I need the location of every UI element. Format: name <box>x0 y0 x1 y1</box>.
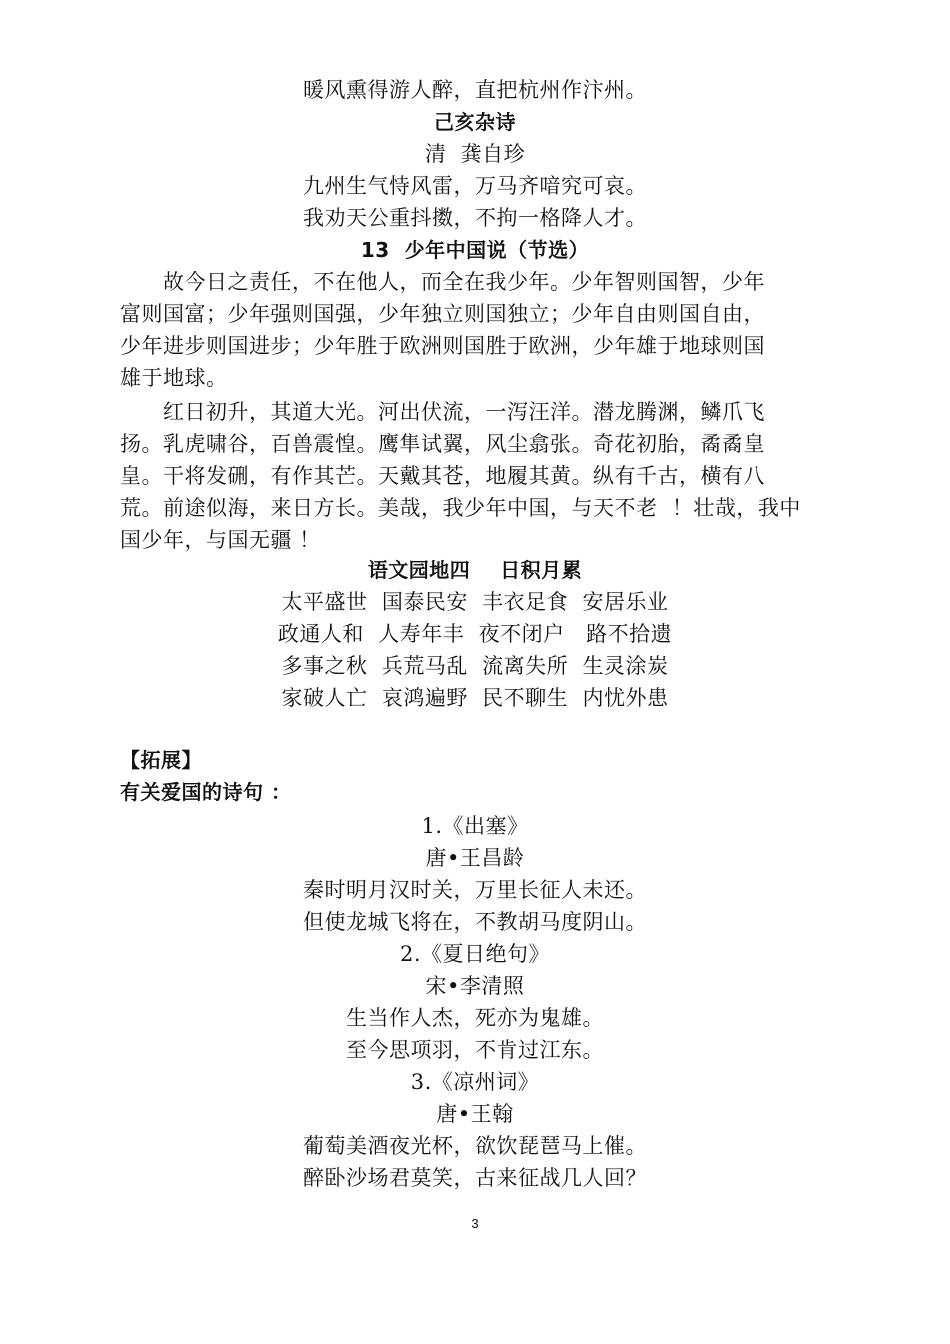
paragraph-line: 红日初升，其道大光。河出伏流，一泻汪洋。潜龙腾渊，鳞爪飞 <box>120 400 765 424</box>
paragraph-line: 扬。乳虎啸谷，百兽震惶。鹰隼试翼，风尘翕张。奇花初胎，矞矞皇 <box>120 432 765 456</box>
paragraph-line: 皇。干将发硎，有作其芒。天戴其苍，地履其黄。纵有千古，横有八 <box>120 464 765 488</box>
poem-author: 宋•李清照 <box>425 974 525 998</box>
section-title: 语文园地四 日积月累 <box>367 558 583 582</box>
poem-title: 1.《出塞》 <box>421 814 529 838</box>
paragraph-line: 荒。前途似海，来日方长。美哉，我少年中国，与天不老 ！壮哉，我中 <box>120 496 801 520</box>
extension-subheading: 有关爱国的诗句 ： <box>120 780 292 804</box>
poem-line: 我劝天公重抖擞，不拘一格降人才。 <box>303 206 647 230</box>
poem-author: 清 龚自珍 <box>424 142 526 166</box>
paragraph-line: 雄于地球。 <box>120 366 228 390</box>
page-number: 3 <box>471 1216 479 1231</box>
poem-line: 醉卧沙场君莫笑，古来征战几人回？ <box>303 1166 647 1190</box>
poem-line: 但使龙城飞将在，不教胡马度阴山。 <box>303 910 647 934</box>
poem-line: 至今思项羽，不肯过江东。 <box>346 1038 604 1062</box>
paragraph-line: 国少年，与国无疆 ！ <box>120 528 321 552</box>
poem-title: 己亥杂诗 <box>434 110 516 134</box>
paragraph-line: 富则国富；少年强则国强，少年独立则国独立；少年自由则国自由， <box>120 302 765 326</box>
idiom-row: 太平盛世 国泰民安 丰衣足食 安居乐业 <box>281 590 669 614</box>
extension-heading: 【拓展】 <box>120 748 202 772</box>
poem-title: 3.《凉州词》 <box>410 1070 540 1094</box>
paragraph-line: 少年进步则国进步；少年胜于欧洲则国胜于欧洲，少年雄于地球则国 <box>120 334 765 358</box>
idiom-row: 家破人亡 哀鸿遍野 民不聊生 内忧外患 <box>281 686 669 710</box>
idiom-row: 多事之秋 兵荒马乱 流离失所 生灵涂炭 <box>281 654 669 678</box>
poem-line: 暖风熏得游人醉，直把杭州作汴州。 <box>303 78 647 102</box>
poem-line: 秦时明月汉时关，万里长征人未还。 <box>303 878 647 902</box>
poem-line: 葡萄美酒夜光杯，欲饮琵琶马上催。 <box>303 1134 647 1158</box>
poem-title: 2.《夏日绝句》 <box>399 942 551 966</box>
paragraph-line: 故今日之责任，不在他人，而全在我少年。少年智则国智，少年 <box>120 270 765 294</box>
idiom-row: 政通人和 人寿年丰 夜不闭户 路不拾遗 <box>277 622 673 646</box>
lesson-title: 13 少年中国说（节选） <box>360 238 590 262</box>
poem-line: 九州生气恃风雷，万马齐喑究可哀。 <box>303 174 647 198</box>
poem-author: 唐•王昌龄 <box>425 846 525 870</box>
poem-line: 生当作人杰，死亦为鬼雄。 <box>346 1006 604 1030</box>
poem-author: 唐•王翰 <box>436 1102 514 1126</box>
